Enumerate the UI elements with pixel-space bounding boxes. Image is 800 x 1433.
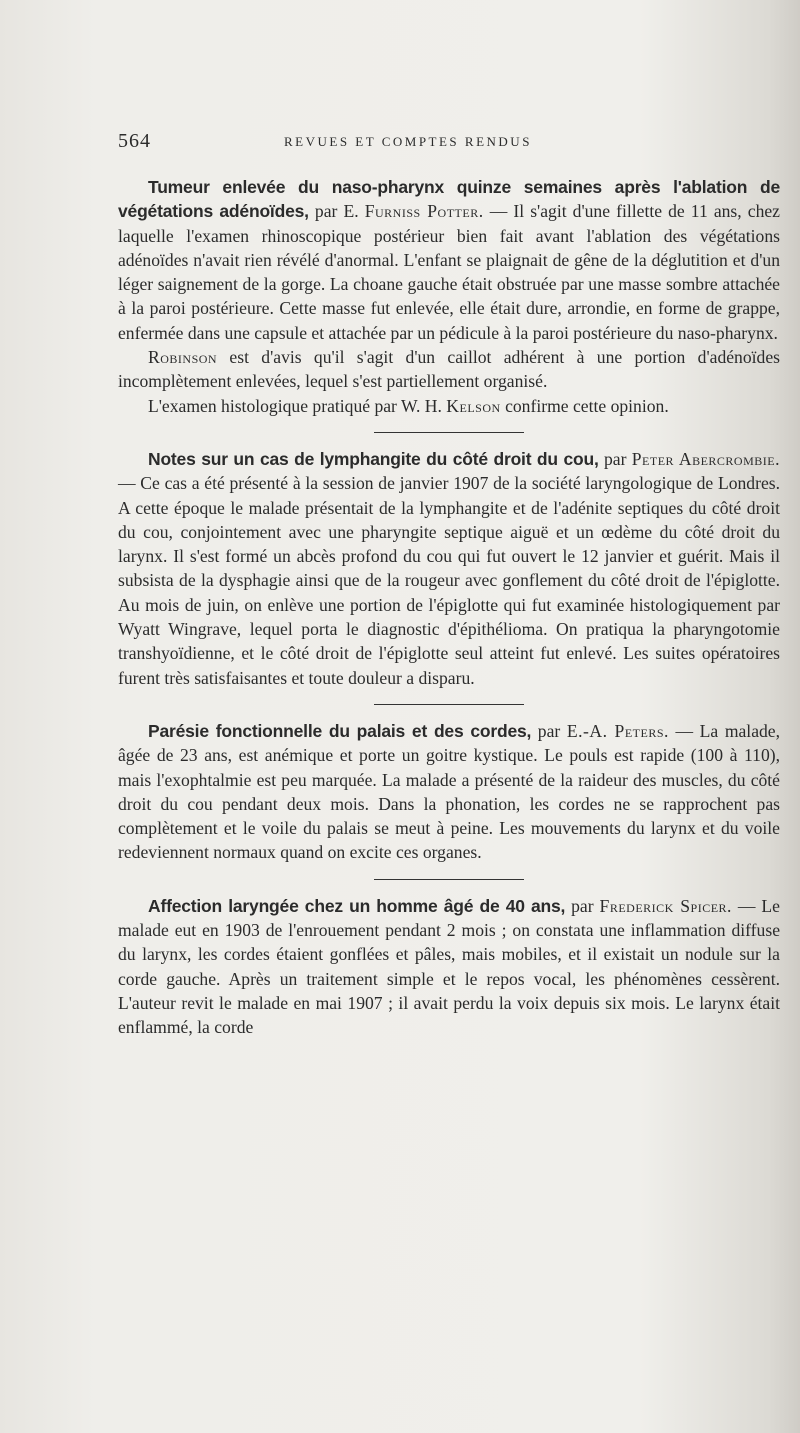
article-by: par <box>537 720 561 741</box>
article-by: par E. <box>314 201 359 222</box>
page-content <box>118 175 780 1040</box>
article-author: E.-A. Peters. <box>566 720 669 741</box>
article-paragraph <box>118 719 780 865</box>
article-body: — La malade, âgée de 23 ans, est anémique et porte un goitre kystique. Le pouls est rapide (100 à 110), mais l'exophtalmie est peu marquée. La malade a présenté de la raideur des muscles, du côté droit du cou pendant deux mois. Dans la phonation, les cordes ne se rapprochent pas complètement et le voile du palais se meut à peine. Les mouvements du larynx et du voile redeviennent normaux quand on excite ces organes. <box>118 720 781 863</box>
article-palate-paresis <box>118 719 780 865</box>
article-title: Affection laryngée chez un homme âgé de 40 ans, <box>148 895 566 916</box>
article-author: Peter Abercrombie. <box>631 448 780 469</box>
article-paragraph <box>118 447 780 690</box>
page-header <box>118 130 778 154</box>
article-nasopharynx-tumor <box>118 175 780 418</box>
page-number: 564 <box>118 130 151 152</box>
author-name: Kelson <box>446 395 501 416</box>
article-paragraph <box>118 345 780 394</box>
running-title: REVUES ET COMPTES RENDUS <box>284 134 532 149</box>
article-paragraph <box>118 894 780 1040</box>
article-title: Notes sur un cas de lymphangite du côté droit du cou, <box>148 448 599 469</box>
article-by: par <box>571 895 594 916</box>
article-author: Frederick Spicer. <box>599 895 732 916</box>
article-body: — Ce cas a été présenté à la session de janvier 1907 de la société laryngologique de Londres. A cette époque le malade présentait de la lymphangite et de l'adénite septiques du côté droit du cou, conjointement avec une pharyngite septique aiguë et un œdème du côté droit du larynx. Il s'est formé un abcès profond du cou qui fut ouvert le 12 janvier et guérit. Mais il subsista de la dysphagie ainsi que de la rougeur avec gonflement du côté droit de l'épiglotte. Au mois de juin, on enlève une portion de l'épiglotte qui fut examinée histologiquement par Wyatt Wingrave, lequel porta le diagnostic d'épithélioma. On pratiqua la pharyngotomie transhyoïdienne, et le côté droit de l'épiglotte seul atteint fut enlevé. Les suites opératoires furent très satisfaisantes et toute douleur a disparu. <box>118 473 780 688</box>
article-by: par <box>603 448 627 469</box>
article-title: Parésie fonctionnelle du palais et des cordes, <box>148 720 532 741</box>
section-divider <box>374 879 524 880</box>
article-title: Tumeur enlevée du naso-pharynx quinze semaines après l'ablation de végétations adénoïdes, <box>118 177 780 222</box>
paragraph-text: est d'avis qu'il s'agit d'un caillot adhérent à une portion d'adénoïdes incomplètement enlevées, lequel s'est partiellement organisé. <box>118 347 780 392</box>
article-body: — Il s'agit d'une fillette de 11 ans, chez laquelle l'examen rhinoscopique postérieur bien fait avant l'ablation des végétations adénoïdes n'avait rien révélé d'anormal. L'enfant se plaignait de gêne de la déglutition et d'un léger saignement de la gorge. La choane gauche était obstruée par une masse sombre attachée à la paroi postérieure. Cette masse fut enlevée, elle était dure, arrondie, en forme de grappe, enfermée dans une capsule et attachée par un pédicule à la paroi postérieure du naso-pharynx. <box>118 201 780 343</box>
section-divider <box>374 432 524 433</box>
author-name: Robinson <box>148 347 218 368</box>
paragraph-text: confirme cette opinion. <box>500 395 669 416</box>
article-body: — Le malade eut en 1903 de l'enrouement pendant 2 mois ; on constata une inflammation diffuse du larynx, les cordes étaient gonflées et pâles, mais mobiles, et il existait un nodule sur la corde gauche. Après un traitement simple et le repos vocal, les phénomènes cessèrent. L'auteur revit le malade en mai 1907 ; il avait perdu la voix depuis six mois. Le larynx était enflammé, la corde <box>118 895 780 1038</box>
article-author: Furniss Potter. <box>364 201 484 222</box>
section-divider <box>374 704 524 705</box>
article-paragraph <box>118 394 780 418</box>
article-laryngeal-affection <box>118 894 780 1040</box>
article-paragraph <box>118 175 780 345</box>
article-lymphangitis <box>118 447 780 690</box>
paragraph-text: L'examen histologique pratiqué par W. H. <box>148 395 447 416</box>
